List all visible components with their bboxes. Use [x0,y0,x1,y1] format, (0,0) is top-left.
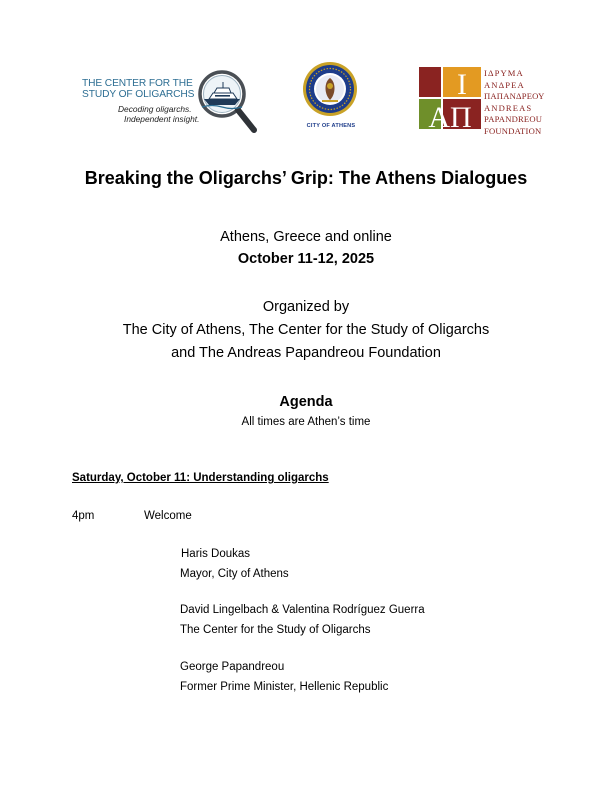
session-time: 4pm [72,510,95,522]
magnifying-glass-yacht-icon [192,66,258,136]
apf-mark-icon [419,67,481,129]
organizers-line-1: The City of Athens, The Center for the Study of Oligarchs [122,322,490,338]
speaker-name: George Papandreou [180,661,285,673]
city-of-athens-logo [300,60,362,136]
city-of-athens-caption: CITY OF ATHENS [306,123,356,129]
apf-mark-top-letter: Ι [457,68,467,101]
agenda-timezone-note: All times are Athen’s time [241,416,371,428]
csol-logo-title: THE CENTER FOR THE STUDY OF OLIGARCHS [82,78,195,100]
organizers-line-2: and The Andreas Papandreou Foundation [171,345,441,361]
event-dates: October 11-12, 2025 [237,251,375,267]
speaker-affiliation: Mayor, City of Athens [180,568,289,580]
csol-logo [82,66,258,136]
speaker-name: Haris Doukas [181,548,251,560]
session-title: Welcome [144,510,192,522]
apf-logo-text: ΙΔΡΥΜΑ ΑΝΔΡΕΑ ΠΑΠΑΝΔΡΕΟΥ ANDREAS PAPANDREOU FOUNDATION [484,68,545,136]
agenda-heading: Agenda [279,394,333,410]
speaker-entry [181,544,289,584]
csol-logo-tagline: Decoding oligarchs. Independent insight. [118,104,200,124]
andreas-papandreou-foundation-logo [419,67,545,136]
organized-by-label: Organized by [262,299,350,315]
apf-mark-bottom-letters: ΑΠ [428,101,472,129]
speaker-affiliation: Former Prime Minister, Hellenic Republic [180,681,389,693]
day-heading: Saturday, October 11: Understanding oligarchs [72,472,329,484]
city-of-athens-seal-icon [302,60,358,118]
speaker-name: David Lingelbach & Valentina Rodríguez Guerra [180,604,425,616]
speaker-affiliation: The Center for the Study of Oligarchs [180,624,371,636]
document-title: Breaking the Oligarchs’ Grip: The Athens Dialogues [84,168,528,188]
speaker-entry [180,600,425,640]
speaker-entry [180,657,388,697]
event-location: Athens, Greece and online [220,229,392,245]
